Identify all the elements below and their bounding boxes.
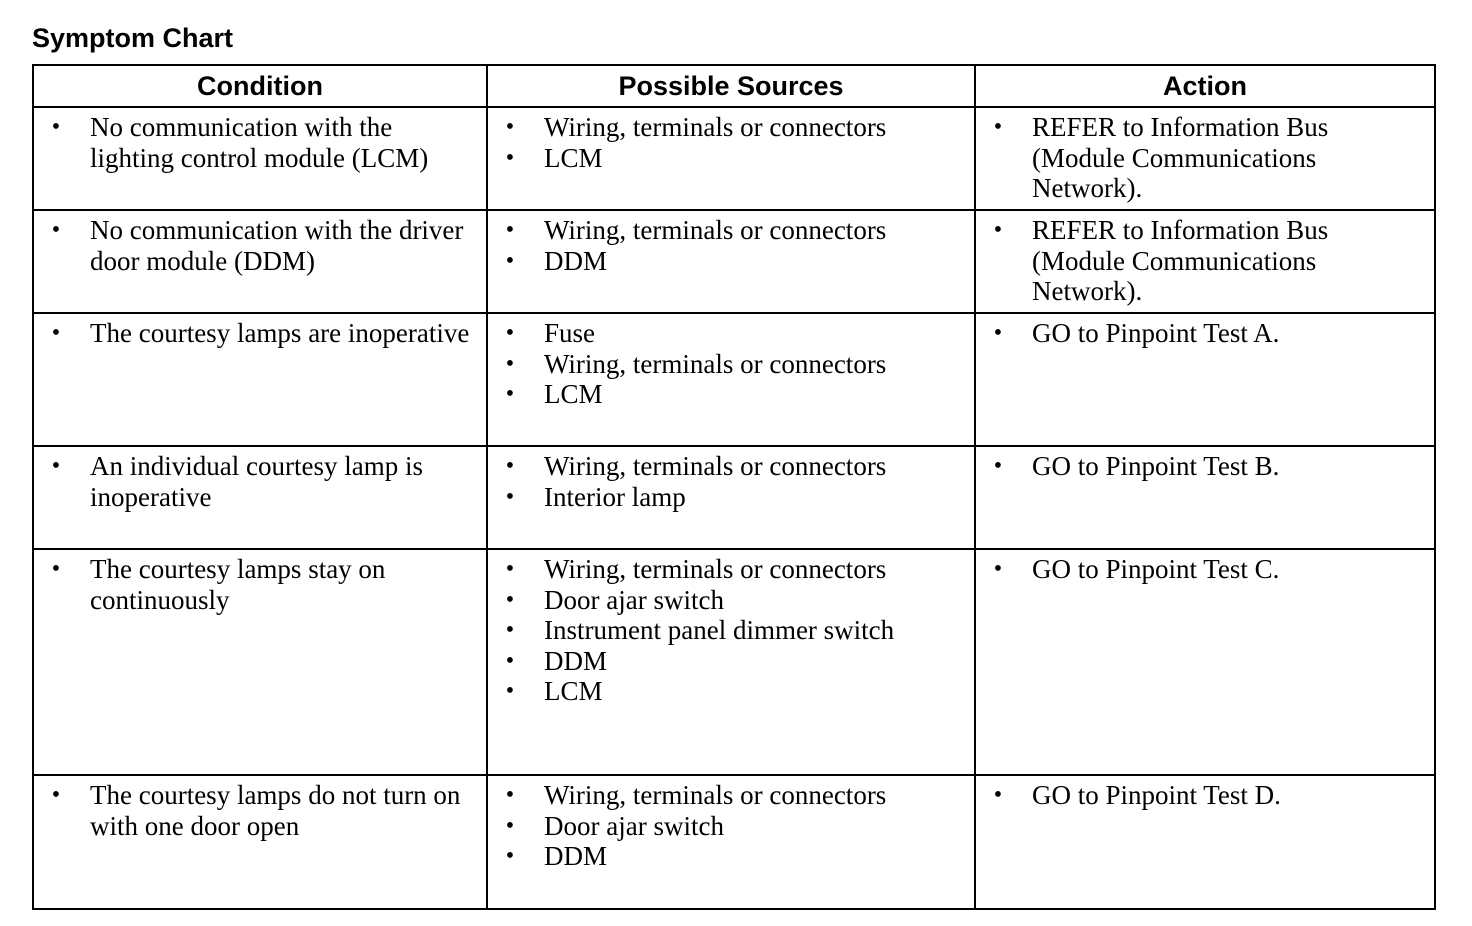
source-text: Wiring, terminals or connectors [544, 112, 887, 142]
source-text: Wiring, terminals or connectors [544, 554, 887, 584]
bullet-icon: • [993, 556, 1003, 582]
table-row [33, 775, 1435, 909]
sources-cell [487, 313, 975, 446]
bullet-icon: • [505, 617, 515, 643]
bullet-icon: • [505, 678, 515, 704]
bullet-icon: • [505, 586, 515, 613]
action-cell [975, 107, 1435, 210]
bullet-icon: • [505, 782, 515, 808]
list-item [986, 554, 1424, 585]
table-row [33, 313, 1435, 446]
list-item [986, 318, 1424, 349]
condition-cell [33, 446, 487, 549]
bullet-icon: • [505, 320, 515, 346]
list-item [498, 585, 964, 616]
bullet-icon: • [51, 217, 61, 243]
list-item [498, 143, 964, 174]
action-cell [975, 549, 1435, 775]
list-item [498, 811, 964, 842]
bullet-icon: • [993, 453, 1003, 479]
condition-text: An individual courtesy lamp is inoperative [90, 451, 423, 512]
bullet-icon: • [505, 381, 515, 407]
table-row [33, 446, 1435, 549]
bullet-icon: • [51, 556, 61, 582]
action-text: GO to Pinpoint Test D. [1032, 780, 1281, 810]
source-text: DDM [544, 245, 608, 276]
bullet-icon: • [51, 453, 61, 479]
bullet-icon: • [51, 320, 61, 346]
action-cell [975, 775, 1435, 909]
bullet-icon: • [505, 350, 515, 377]
sources-cell [487, 446, 975, 549]
source-text: Door ajar switch [544, 810, 724, 841]
list-item [44, 554, 476, 615]
list-item [498, 112, 964, 143]
action-text: GO to Pinpoint Test B. [1032, 451, 1280, 481]
list-item [44, 215, 476, 276]
source-text: Instrument panel dimmer switch [544, 615, 895, 645]
list-item [44, 318, 476, 349]
action-text: GO to Pinpoint Test A. [1032, 318, 1280, 348]
list-item [498, 780, 964, 811]
list-item [498, 482, 964, 513]
bullet-icon: • [505, 247, 515, 274]
bullet-icon: • [505, 217, 515, 243]
action-text: REFER to Information Bus (Module Communications Network). [1032, 112, 1329, 203]
list-item [498, 318, 964, 349]
source-text: Wiring, terminals or connectors [544, 215, 887, 245]
list-item [498, 646, 964, 677]
header-condition: Condition [33, 65, 487, 107]
bullet-icon: • [505, 114, 515, 140]
list-item [986, 451, 1424, 482]
bullet-icon: • [505, 647, 515, 674]
condition-text: No communication with the driver door module (DDM) [90, 215, 464, 276]
bullet-icon: • [51, 114, 61, 140]
table-row [33, 210, 1435, 313]
page-title: Symptom Chart [32, 23, 234, 53]
bullet-icon: • [505, 453, 515, 479]
list-item [986, 215, 1424, 307]
sources-cell [487, 107, 975, 210]
symptom-chart-table [32, 64, 1436, 910]
bullet-icon: • [505, 843, 515, 869]
source-text: Door ajar switch [544, 584, 724, 615]
sources-cell [487, 210, 975, 313]
source-text: LCM [544, 379, 603, 409]
source-text: LCM [544, 142, 603, 173]
table-row [33, 107, 1435, 210]
condition-cell [33, 775, 487, 909]
bullet-icon: • [505, 144, 515, 171]
bullet-icon: • [505, 556, 515, 582]
condition-cell [33, 313, 487, 446]
condition-cell [33, 549, 487, 775]
condition-cell [33, 210, 487, 313]
header-possible-sources: Possible Sources [487, 65, 975, 107]
source-text: LCM [544, 676, 603, 706]
action-cell [975, 313, 1435, 446]
sources-cell [487, 775, 975, 909]
condition-text: The courtesy lamps stay on continuously [90, 554, 386, 615]
source-text: Interior lamp [544, 481, 686, 512]
bullet-icon: • [993, 320, 1003, 346]
action-cell [975, 210, 1435, 313]
condition-text: The courtesy lamps are inoperative [90, 318, 470, 348]
list-item [986, 780, 1424, 811]
list-item [498, 451, 964, 482]
source-text: Wiring, terminals or connectors [544, 348, 887, 379]
source-text: DDM [544, 645, 608, 676]
action-text: GO to Pinpoint Test C. [1032, 554, 1280, 584]
list-item [44, 451, 476, 512]
list-item [498, 841, 964, 872]
condition-cell [33, 107, 487, 210]
source-text: Fuse [544, 318, 596, 348]
list-item [44, 112, 476, 173]
header-action: Action [975, 65, 1435, 107]
source-text: Wiring, terminals or connectors [544, 780, 887, 810]
sources-cell [487, 549, 975, 775]
source-text: Wiring, terminals or connectors [544, 451, 887, 481]
bullet-icon: • [993, 114, 1003, 140]
action-cell [975, 446, 1435, 549]
list-item [498, 349, 964, 380]
bullet-icon: • [51, 782, 61, 808]
list-item [44, 780, 476, 841]
list-item [498, 215, 964, 246]
bullet-icon: • [993, 782, 1003, 808]
list-item [498, 554, 964, 585]
list-item [498, 615, 964, 646]
bullet-icon: • [505, 483, 515, 510]
bullet-icon: • [505, 812, 515, 839]
action-text: REFER to Information Bus (Module Communications Network). [1032, 215, 1329, 306]
table-row [33, 549, 1435, 775]
condition-text: The courtesy lamps do not turn on with one door open [90, 780, 461, 841]
list-item [498, 379, 964, 410]
condition-text: No communication with the lighting control module (LCM) [90, 112, 429, 173]
bullet-icon: • [993, 217, 1003, 243]
list-item [498, 246, 964, 277]
table-header-row [33, 65, 1435, 107]
source-text: DDM [544, 841, 608, 871]
list-item [498, 676, 964, 707]
list-item [986, 112, 1424, 204]
